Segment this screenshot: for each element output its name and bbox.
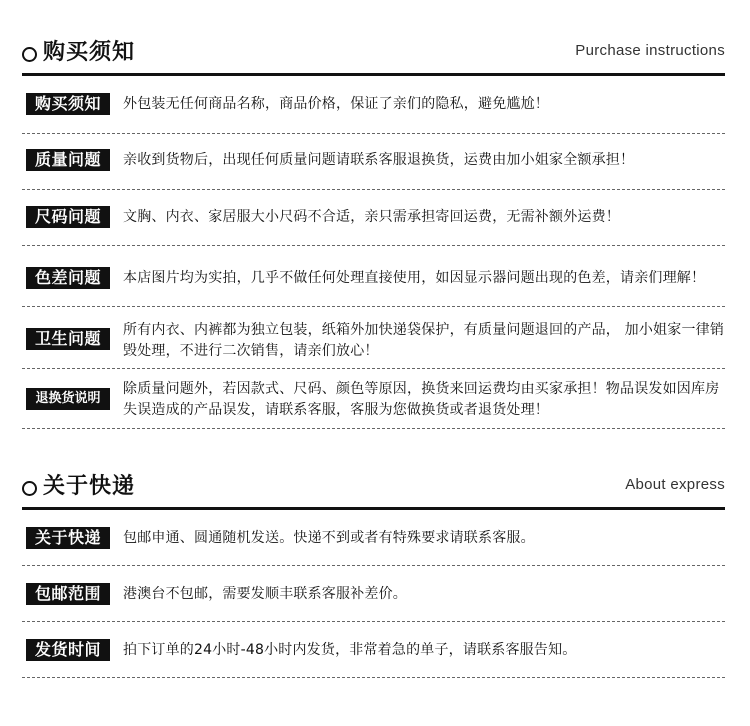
row-divider <box>22 306 725 307</box>
purchase-section-header <box>22 38 725 72</box>
row-tag: 关于快递 <box>26 527 110 549</box>
row-text: 本店图片均为实拍，几乎不做任何处理直接使用，如因显示器问题出现的色差，请亲们理解！ <box>123 270 706 286</box>
express-section-title: 关于快递 <box>43 474 136 499</box>
row-text: 所有内衣、内裤都为独立包装，纸箱外加快递袋保护，有质量问题退回的产品， 加小姐家一律销毁处理，不进行二次销售，请亲们放心！ <box>123 322 725 359</box>
row-text: 港澳台不包邮，需要发顺丰联系客服补差价。 <box>123 586 407 602</box>
row-divider <box>22 677 725 678</box>
express-section-header <box>22 472 725 506</box>
purchase-section-subtitle: Purchase instructions <box>575 42 725 59</box>
row-text: 包邮申通、圆通随机发送。快递不到或者有特殊要求请联系客服。 <box>123 530 535 546</box>
row-tag: 尺码问题 <box>26 206 110 228</box>
row-divider <box>22 368 725 369</box>
row-divider <box>22 189 725 190</box>
purchase-section-title: 购买须知 <box>43 40 136 65</box>
row-divider <box>22 565 725 566</box>
section-divider <box>22 73 725 76</box>
row-text: 除质量问题外，若因款式、尺码、颜色等原因，换货来回运费均由买家承担！物品误发如因库房失误造成的产品误发，请联系客服，客服为您做换货或者退货处理！ <box>123 381 720 418</box>
row-divider <box>22 621 725 622</box>
row-tag: 包邮范围 <box>26 583 110 605</box>
row-divider <box>22 133 725 134</box>
row-divider <box>22 245 725 246</box>
row-divider <box>22 428 725 429</box>
circle-bullet-icon <box>22 47 37 62</box>
express-section-subtitle: About express <box>625 476 725 493</box>
row-text: 拍下订单的24小时-48小时内发货，非常着急的单子，请联系客服告知。 <box>123 642 577 658</box>
row-tag: 发货时间 <box>26 639 110 661</box>
row-tag: 色差问题 <box>26 267 110 289</box>
circle-bullet-icon <box>22 481 37 496</box>
row-text: 亲收到货物后，出现任何质量问题请联系客服退换货，运费由加小姐家全额承担！ <box>123 152 635 168</box>
row-tag: 购买须知 <box>26 93 110 115</box>
section-divider <box>22 507 725 510</box>
row-tag: 退换货说明 <box>26 388 110 410</box>
row-text: 文胸、内衣、家居服大小尺码不合适，亲只需承担寄回运费，无需补额外运费！ <box>123 209 620 225</box>
row-text: 外包装无任何商品名称，商品价格，保证了亲们的隐私，避免尴尬！ <box>123 96 549 112</box>
row-tag: 质量问题 <box>26 149 110 171</box>
row-tag: 卫生问题 <box>26 328 110 350</box>
